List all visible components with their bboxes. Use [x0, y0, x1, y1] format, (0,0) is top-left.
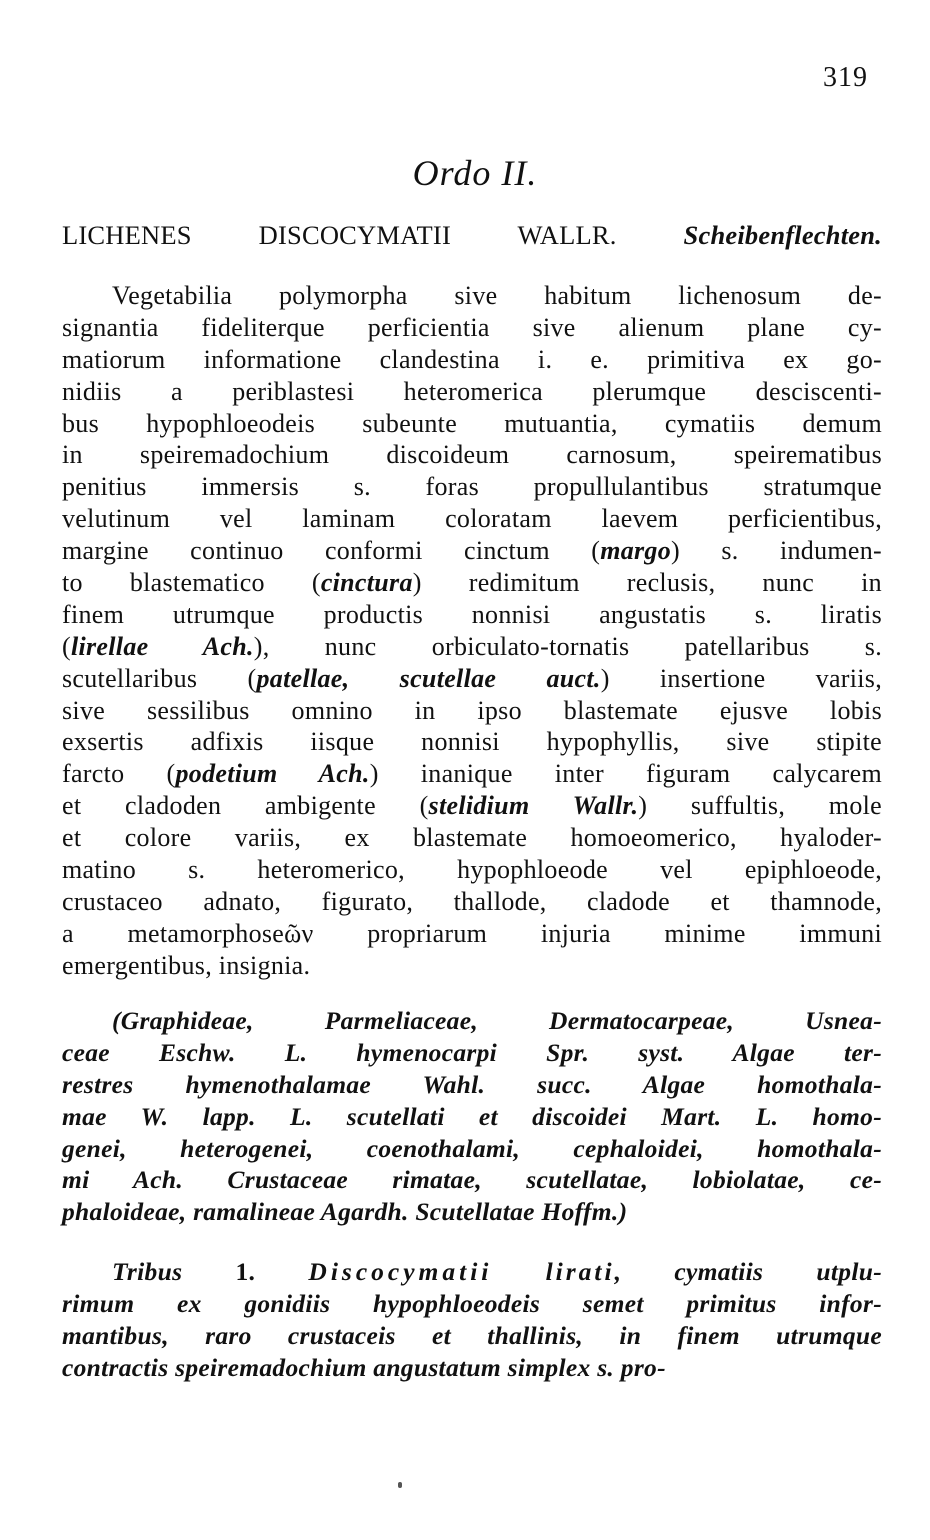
- text-line: genei, heterogenei, coenothalami, cephaloidei, homothala-: [62, 1133, 882, 1163]
- tribus-line: mantibus, raro crustaceis et thallinis, in finem utrumque: [62, 1320, 882, 1350]
- tribus-line: contractis speiremadochium angustatum simplex s. pro-: [62, 1352, 666, 1382]
- heading-caps: LICHENES DISCOCYMATII WALLR.: [62, 220, 617, 250]
- text-fragment: ), nunc orbiculato-tornatis patellaribus s.: [253, 631, 883, 661]
- section-heading: [62, 220, 882, 251]
- italic-term: podetium Ach.: [175, 759, 370, 789]
- text-line: bus hypophloeodeis subeunte mutuantia, cymatiis demum: [62, 408, 882, 438]
- text-fragment: ) inanique inter figuram calycarem: [369, 759, 882, 789]
- text-line: crustaceo adnato, figurato, thallode, cladode et thamnode,: [62, 886, 882, 916]
- italic-term: lirellae Ach.: [70, 631, 254, 661]
- tribus-line: rimum ex gonidiis hypophloeodeis semet primitus infor-: [62, 1288, 882, 1318]
- text-line: [62, 535, 882, 567]
- italic-term: patellae, scutellae auct.: [256, 663, 601, 693]
- text-line: Vegetabilia polymorpha sive habitum lichenosum de-: [112, 281, 882, 310]
- text-line: penitius immersis s. foras propullulantibus stratumque: [62, 472, 882, 502]
- text-line: [62, 567, 882, 599]
- text-line: sive sessilibus omnino in ipso blastemate ejusve lobis: [62, 695, 882, 725]
- tribus-number: 1.: [235, 1257, 256, 1286]
- text-fragment: ) insertione variis,: [600, 663, 883, 693]
- text-line: exsertis adfixis iisque nonnisi hypophyllis, sive stipite: [62, 727, 882, 757]
- text-line: matiorum informatione clandestina i. e. primitiva ex go-: [62, 344, 882, 374]
- text-line: matino s. heteromerico, hypophloeode vel epiphloeode,: [62, 855, 882, 885]
- text-line: (Graphideae, Parmeliaceae, Dermatocarpeae, Usnea-: [112, 1006, 882, 1035]
- page-number: 319: [823, 62, 868, 93]
- text-line: finem utrumque productis nonnisi angustatis s. liratis: [62, 599, 882, 629]
- italic-term: cinctura: [320, 568, 413, 598]
- text-fragment: margine continuo conformi cinctum (: [62, 536, 601, 566]
- text-fragment: farcto (: [62, 759, 176, 789]
- text-line: et colore variis, ex blastemate homoeomerico, hyaloder-: [62, 823, 882, 853]
- ordo-title: Ordo II.: [412, 153, 538, 193]
- text-line: [62, 758, 882, 790]
- text-line: [62, 790, 882, 822]
- scan-speck: [398, 1482, 402, 1488]
- text-fragment: to blastematico (: [62, 568, 321, 598]
- text-line: [62, 631, 882, 663]
- text-fragment: ) suffultis, mole: [638, 791, 882, 821]
- tribus-line: [62, 1256, 882, 1288]
- tribus-name-2: lirati: [545, 1257, 615, 1286]
- italic-term: margo: [600, 536, 672, 566]
- text-fragment: et cladoden ambigente (: [62, 791, 429, 821]
- text-line: nidiis a periblastesi heteromerica plerumque desciscenti-: [62, 376, 882, 406]
- text-line: ceae Eschw. L. hymenocarpi Spr. syst. Algae ter-: [62, 1037, 882, 1067]
- text-line: signantia fideliterque perficientia sive alienum plane cy-: [62, 312, 882, 342]
- paragraph-tribus: [62, 1256, 882, 1384]
- paragraph-description: [62, 280, 882, 982]
- text-line: restres hymenothalamae Wahl. succ. Algae homothala-: [62, 1069, 882, 1099]
- text-fragment: scutellaribus (: [62, 663, 257, 693]
- text-line: mae W. lapp. L. scutellati et discoidei Mart. L. homo-: [62, 1101, 882, 1131]
- text-fragment: ) redimitum reclusis, nunc in: [412, 568, 882, 598]
- text-line: a metamorphoseῶν propriarum injuria minime immuni: [62, 918, 882, 948]
- paragraph-synonyms: [62, 1005, 882, 1228]
- heading-german: Scheibenflechten.: [683, 220, 882, 250]
- tribus-name-1: Discocymatii: [308, 1257, 493, 1286]
- text-line: velutinum vel laminam coloratam laevem perficientibus,: [62, 504, 882, 534]
- text-line: emergentibus, insignia.: [62, 950, 311, 980]
- tribus-prefix: Tribus: [112, 1257, 236, 1286]
- text-line: phaloideae, ramalineae Agardh. Scutellatae Hoffm.): [62, 1197, 628, 1227]
- text-line: in speiremadochium discoideum carnosum, speirematibus: [62, 440, 882, 470]
- italic-term: stelidium Wallr.: [428, 791, 639, 821]
- tribus-rest: , cymatiis utplu-: [614, 1257, 882, 1286]
- text-line: [62, 663, 882, 695]
- text-line: mi Ach. Crustaceae rimatae, scutellatae, lobiolatae, ce-: [62, 1165, 882, 1195]
- text-fragment: ) s. indumen-: [671, 536, 882, 566]
- text-fragment: (: [62, 631, 71, 661]
